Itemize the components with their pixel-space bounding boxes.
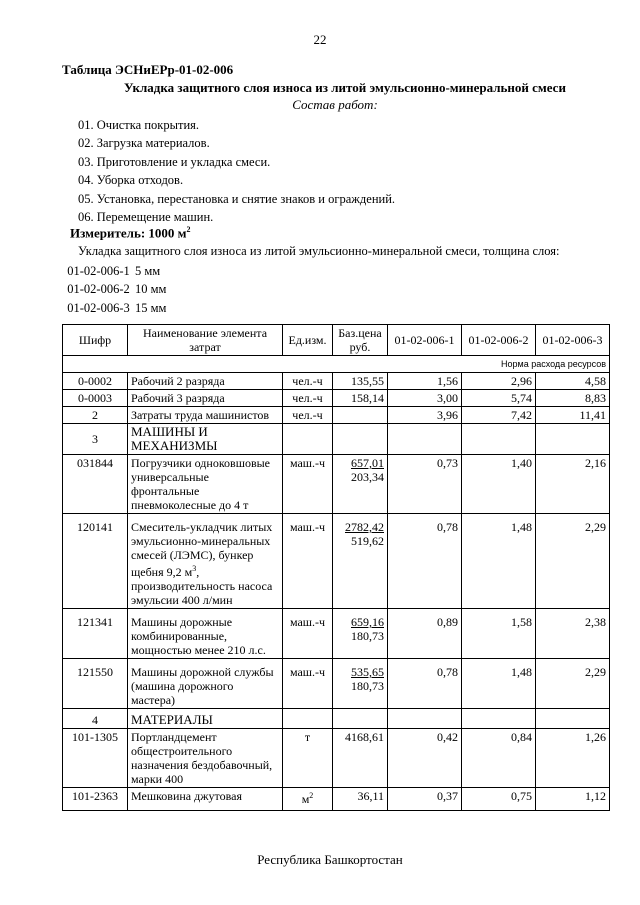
cell-name: Мешковина джутовая (128, 788, 283, 811)
cell-name: Затраты труда машинистов (128, 407, 283, 424)
cell-v2: 0,84 (462, 729, 536, 788)
price-wage: 180,73 (351, 679, 384, 693)
works-item: 04. Уборка отходов. (78, 173, 184, 188)
works-list (78, 116, 395, 226)
table-code: Таблица ЭСНиЕРр-01-02-006 (62, 62, 234, 77)
cell-v3: 2,29 (536, 514, 610, 609)
cell-code: 121341 (63, 609, 128, 659)
works-item: 05. Установка, перестановка и снятие знаков и ограждений. (78, 191, 396, 206)
unit-text: т (304, 730, 311, 744)
header-unit: Ед.изм. (283, 325, 333, 356)
cell-v2: 5,74 (462, 390, 536, 407)
cell-code: 101-1305 (63, 729, 128, 788)
cell-v3: 2,38 (536, 609, 610, 659)
section-code: 4 (63, 709, 128, 729)
table-row (63, 788, 610, 811)
cell-v2: 1,58 (462, 609, 536, 659)
cell-unit (283, 729, 333, 788)
cell-unit: маш.-ч (283, 609, 333, 659)
cell-v2: 1,40 (462, 455, 536, 514)
norm-spacer (63, 356, 388, 373)
variant-item (62, 262, 166, 280)
table-header-row (63, 325, 610, 356)
cell-price (333, 609, 388, 659)
cell-price: 36,11 (333, 788, 388, 811)
cell-price (333, 407, 388, 424)
name-sup: 3 (192, 564, 197, 573)
variant-item (62, 280, 166, 298)
section-code: 3 (63, 424, 128, 455)
works-item: 01. Очистка покрытия. (78, 118, 200, 132)
price-total: 535,65 (351, 665, 384, 679)
cell-v2: 7,42 (462, 407, 536, 424)
table-row (63, 514, 610, 609)
price-wage: 519,62 (351, 534, 384, 548)
table-row (63, 373, 610, 390)
cell-name (128, 514, 283, 609)
norm-label: Норма расхода ресурсов (388, 356, 610, 373)
section-row (63, 424, 610, 455)
cell-unit: чел.-ч (283, 407, 333, 424)
variant-code: 01-02-006-2 (67, 282, 130, 297)
cell-unit: чел.-ч (283, 390, 333, 407)
cell-code: 120141 (63, 514, 128, 609)
works-item: 02. Загрузка материалов. (78, 136, 210, 151)
cell-empty (536, 709, 610, 729)
footer-region: Республика Башкортостан (257, 852, 403, 867)
variant-value: 5 мм (135, 264, 161, 278)
price-total: 2782,42 (345, 520, 384, 534)
table-row (63, 729, 610, 788)
header-name: Наименование элемента затрат (128, 325, 283, 356)
table-row (63, 407, 610, 424)
cell-v3: 8,83 (536, 390, 610, 407)
cell-v1: 0,78 (388, 514, 462, 609)
cell-v1: 1,56 (388, 373, 462, 390)
section-row (63, 709, 610, 729)
page-number: 22 (313, 32, 327, 47)
cell-empty (536, 424, 610, 455)
cell-name: Рабочий 2 разряда (128, 373, 283, 390)
works-heading: Состав работ: (292, 97, 378, 112)
measure-sup: 2 (186, 225, 191, 234)
variant-item (62, 299, 166, 317)
cell-v1: 3,00 (388, 390, 462, 407)
cell-v3: 4,58 (536, 373, 610, 390)
cell-name: Погрузчики одноковшовые универсальные фронтальные пневмоколесные до 4 т (128, 455, 283, 514)
thickness-description: Укладка защитного слоя износа из литой эмульсионно-минеральной смеси, толщина слоя: (78, 244, 560, 258)
header-code: Шифр (63, 325, 128, 356)
cell-v1: 0,89 (388, 609, 462, 659)
cell-unit: маш.-ч (283, 514, 333, 609)
unit-text: м (301, 792, 310, 806)
cell-v1: 0,73 (388, 455, 462, 514)
cell-empty (333, 424, 388, 455)
cell-code: 0-0002 (63, 373, 128, 390)
resources-table (62, 324, 610, 811)
cell-price: 158,14 (333, 390, 388, 407)
name-tail: , производительность насоса эмульсии 400 л/мин (131, 565, 273, 607)
header-variant-2: 01-02-006-2 (462, 325, 536, 356)
price-wage: 203,34 (351, 470, 384, 484)
cell-code: 121550 (63, 659, 128, 709)
header-variant-3: 01-02-006-3 (536, 325, 610, 356)
variant-code: 01-02-006-3 (67, 300, 130, 315)
table-title: Укладка защитного слоя износа из литой эмульсионно-минеральной смеси (124, 80, 566, 95)
cell-v1: 0,42 (388, 729, 462, 788)
works-item: 03. Приготовление и укладка смеси. (78, 154, 271, 169)
cell-code: 2 (63, 407, 128, 424)
section-name: МАШИНЫ И МЕХАНИЗМЫ (128, 424, 283, 455)
norm-row (63, 356, 610, 373)
cell-v3: 1,26 (536, 729, 610, 788)
cell-code: 101-2363 (63, 788, 128, 811)
variant-value: 15 мм (135, 300, 167, 315)
cell-empty (283, 709, 333, 729)
cell-code: 0-0003 (63, 390, 128, 407)
cell-unit: маш.-ч (283, 455, 333, 514)
cell-empty (462, 424, 536, 455)
price-total: 659,16 (351, 615, 384, 629)
cell-v2: 1,48 (462, 514, 536, 609)
cell-unit (283, 788, 333, 811)
cell-v2: 0,75 (462, 788, 536, 811)
cell-price: 4168,61 (333, 729, 388, 788)
cell-v3: 1,12 (536, 788, 610, 811)
cell-empty (388, 709, 462, 729)
cell-v3: 11,41 (536, 407, 610, 424)
cell-unit: чел.-ч (283, 373, 333, 390)
cell-v3: 2,29 (536, 659, 610, 709)
section-name: МАТЕРИАЛЫ (128, 709, 283, 729)
cell-v1: 0,78 (388, 659, 462, 709)
price-total: 657,01 (351, 456, 384, 470)
cell-empty (462, 709, 536, 729)
header-variant-1: 01-02-006-1 (388, 325, 462, 356)
measure-unit (70, 225, 191, 241)
variants-list (62, 262, 166, 317)
measure-label: Измеритель: 1000 м (70, 225, 187, 241)
cell-empty (388, 424, 462, 455)
cell-price (333, 659, 388, 709)
cell-empty (283, 424, 333, 455)
cell-name: Машины дорожные комбинированные, мощностью менее 210 л.с. (128, 609, 283, 659)
cell-v1: 0,37 (388, 788, 462, 811)
cell-v2: 1,48 (462, 659, 536, 709)
cell-v3: 2,16 (536, 455, 610, 514)
cell-name: Рабочий 3 разряда (128, 390, 283, 407)
cell-empty (333, 709, 388, 729)
cell-price (333, 455, 388, 514)
variant-value: 10 мм (135, 282, 167, 297)
table-row (63, 390, 610, 407)
header-price: Баз.цена руб. (333, 325, 388, 356)
price-wage: 180,73 (351, 629, 384, 643)
cell-code: 031844 (63, 455, 128, 514)
cell-price: 135,55 (333, 373, 388, 390)
table-row (63, 609, 610, 659)
cell-name: Портландцемент общестроительного назначения бездобавочный, марки 400 (128, 729, 283, 788)
variant-code: 01-02-006-1 (67, 264, 130, 278)
table-row (63, 455, 610, 514)
unit-sup: 2 (309, 791, 314, 800)
cell-v1: 3,96 (388, 407, 462, 424)
table-row (63, 659, 610, 709)
name-text: Смеситель-укладчик литых эмульсионно-минеральных смесей (ЛЭМС), бункер щебня 9,2 м (131, 520, 273, 579)
works-item: 06. Перемещение машин. (78, 210, 214, 225)
cell-v2: 2,96 (462, 373, 536, 390)
cell-name: Машины дорожной службы (машина дорожного мастера) (128, 659, 283, 709)
cell-price (333, 514, 388, 609)
cell-unit: маш.-ч (283, 659, 333, 709)
